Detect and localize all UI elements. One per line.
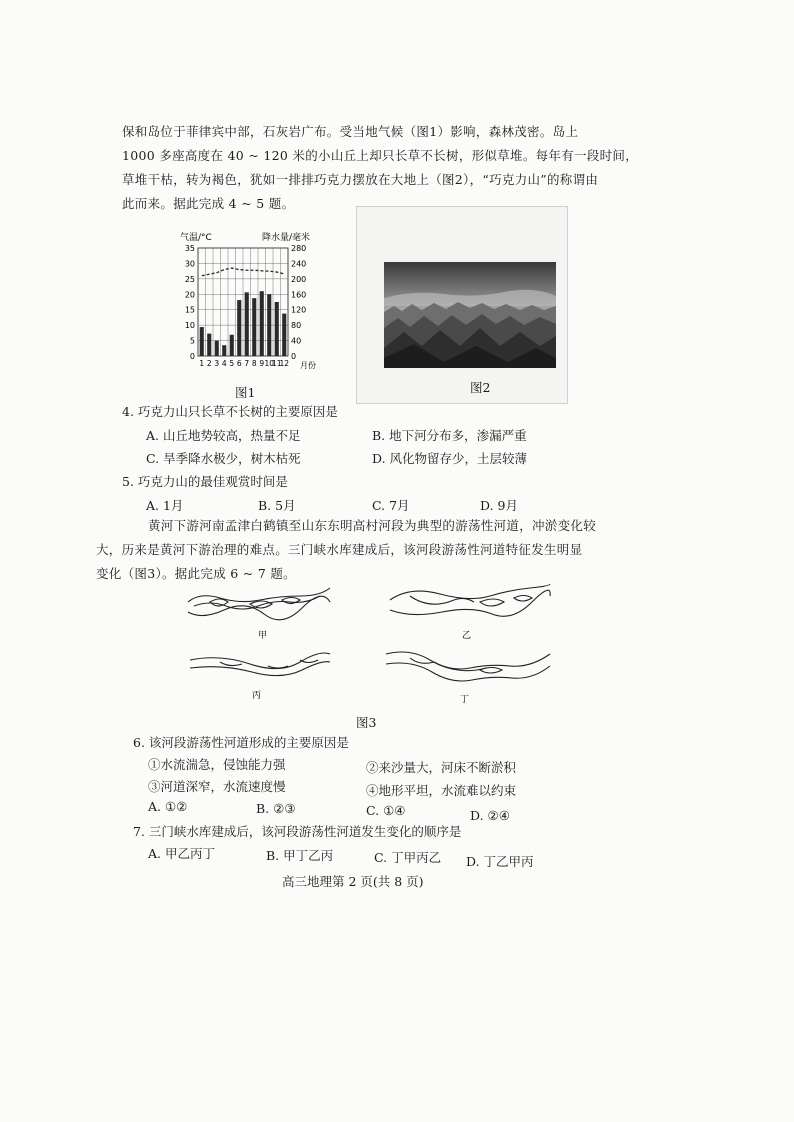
month-tick-label: 12 — [279, 359, 290, 368]
precip-bar — [222, 345, 226, 356]
q7-option-c[interactable]: C. 丁甲丙乙 — [374, 850, 442, 865]
precip-bar — [237, 300, 241, 356]
month-tick-label: 5 — [229, 359, 235, 368]
figure1-caption: 图1 — [235, 385, 256, 400]
temp-axis-label: 气温/°C — [180, 233, 212, 243]
left-tick-label: 15 — [184, 305, 195, 315]
month-axis-label: 月份 — [300, 361, 316, 370]
channel-ding — [386, 652, 550, 681]
intro-2-line: 大，历来是黄河下游治理的难点。三门峡水库建成后，该河段游荡性河道特征发生明显 — [96, 542, 583, 557]
q6-option-c[interactable]: C. ①④ — [366, 803, 406, 818]
q5-option-b[interactable]: B. 5月 — [258, 498, 296, 513]
month-tick-label: 1 — [199, 359, 205, 368]
channel-bing — [190, 653, 330, 676]
month-tick-label: 11 — [271, 359, 282, 368]
q7-option-a[interactable]: A. 甲乙丙丁 — [148, 846, 215, 861]
month-ticks — [199, 359, 289, 368]
right-tick-label: 120 — [291, 305, 307, 315]
panel-label-ding: 丁 — [460, 695, 470, 705]
climate-chart — [172, 228, 324, 374]
intro-1-line: 1000 多座高度在 40 ~ 120 米的小山丘上却只长草不长树，形似草堆。每年有一段时间， — [122, 148, 639, 163]
precip-bar — [267, 294, 271, 356]
left-tick-label: 10 — [184, 321, 195, 331]
panel-label-jia: 甲 — [258, 631, 268, 641]
month-tick-label: 2 — [206, 359, 212, 368]
q4-option-a[interactable]: A. 山丘地势较高，热量不足 — [146, 428, 301, 443]
photo-illustration — [384, 262, 556, 368]
panel-label-bing: 丙 — [252, 691, 262, 701]
q4-option-c[interactable]: C. 旱季降水极少，树木枯死 — [146, 451, 301, 466]
q5-option-d[interactable]: D. 9月 — [480, 498, 518, 513]
intro-paragraph-1 — [122, 120, 662, 216]
left-tick-label: 30 — [184, 259, 195, 269]
month-tick-label: 6 — [236, 359, 242, 368]
precip-bar — [200, 327, 204, 356]
figure2-caption: 图2 — [470, 380, 491, 395]
precip-bar — [260, 291, 264, 356]
q5-option-a[interactable]: A. 1月 — [146, 498, 184, 513]
left-tick-label: 5 — [189, 336, 195, 346]
right-tick-label: 40 — [291, 336, 302, 346]
month-tick-label: 4 — [221, 359, 227, 368]
month-tick-label: 3 — [214, 359, 220, 368]
panel-label-yi: 乙 — [462, 631, 472, 641]
intro-1-line: 保和岛位于菲律宾中部，石灰岩广布。受当地气候（图1）影响，森林茂密。岛上 — [122, 124, 579, 139]
right-tick-label: 0 — [291, 352, 297, 361]
q6-option-b[interactable]: B. ②③ — [256, 801, 296, 816]
precip-bar — [215, 341, 219, 356]
intro-paragraph-2 — [96, 514, 662, 586]
right-tick-label: 280 — [291, 244, 307, 253]
q5-stem: 5. 巧克力山的最佳观赏时间是 — [122, 474, 288, 489]
left-tick-label: 25 — [184, 274, 195, 284]
q6-option-a[interactable]: A. ①② — [148, 799, 188, 814]
left-tick-label: 35 — [184, 244, 195, 253]
q7-stem: 7. 三门峡水库建成后，该河段游荡性河道发生变化的顺序是 — [133, 824, 462, 839]
left-tick-label: 0 — [189, 352, 195, 361]
q7-option-d[interactable]: D. 丁乙甲丙 — [466, 854, 534, 869]
chocolate-hills-photo — [384, 262, 556, 368]
q6-statement-3: ③河道深窄，水流速度慢 — [148, 779, 286, 794]
q4-option-b[interactable]: B. 地下河分布多，渗漏严重 — [372, 428, 527, 443]
q6-statement-2: ②来沙量大，河床不断淤积 — [366, 760, 517, 775]
right-tick-label: 160 — [291, 290, 307, 300]
q6-stem: 6. 该河段游荡性河道形成的主要原因是 — [133, 735, 349, 750]
precip-bar — [245, 292, 249, 356]
precip-bar — [230, 335, 234, 356]
month-tick-label: 7 — [244, 359, 250, 368]
chart-grid — [198, 248, 288, 356]
month-tick-label: 10 — [264, 359, 275, 368]
river-channel-diagrams — [180, 580, 570, 710]
precip-bar — [275, 302, 279, 356]
channel-jia — [188, 588, 330, 620]
month-tick-label: 8 — [251, 359, 257, 368]
q5-option-c[interactable]: C. 7月 — [372, 498, 410, 513]
q6-statement-4: ④地形平坦，水流难以约束 — [366, 783, 517, 798]
figure3-caption: 图3 — [356, 715, 377, 730]
right-axis-ticks — [291, 244, 306, 361]
q4-stem: 4. 巧克力山只长草不长树的主要原因是 — [122, 404, 338, 419]
precip-bar — [282, 314, 286, 356]
channel-yi — [390, 584, 550, 616]
intro-1-line: 草堆干枯，转为褐色，犹如一排排巧克力摆放在大地上（图2），“巧克力山”的称谓由 — [122, 172, 599, 187]
right-tick-label: 200 — [291, 274, 307, 284]
precip-bar — [207, 334, 211, 356]
q6-option-d[interactable]: D. ②④ — [470, 808, 510, 823]
q4-option-d[interactable]: D. 风化物留存少，土层较薄 — [372, 451, 528, 466]
intro-1-line: 此而来。据此完成 4 ~ 5 题。 — [122, 196, 295, 211]
q6-statement-1: ①水流湍急，侵蚀能力强 — [148, 757, 286, 772]
page-footer: 高三地理第 2 页(共 8 页) — [282, 874, 424, 889]
precip-axis-label: 降水量/毫米 — [262, 233, 311, 243]
right-tick-label: 80 — [291, 321, 302, 331]
left-axis-ticks — [185, 244, 195, 361]
precip-bar — [252, 298, 256, 356]
month-tick-label: 9 — [259, 359, 265, 368]
intro-2-line: 变化（图3）。据此完成 6 ~ 7 题。 — [96, 566, 296, 581]
intro-2-line: 黄河下游河南孟津白鹤镇至山东东明高村河段为典型的游荡性河道，冲淤变化较 — [148, 518, 597, 533]
q7-option-b[interactable]: B. 甲丁乙丙 — [266, 848, 334, 863]
right-tick-label: 240 — [291, 259, 307, 269]
left-tick-label: 20 — [184, 290, 195, 300]
